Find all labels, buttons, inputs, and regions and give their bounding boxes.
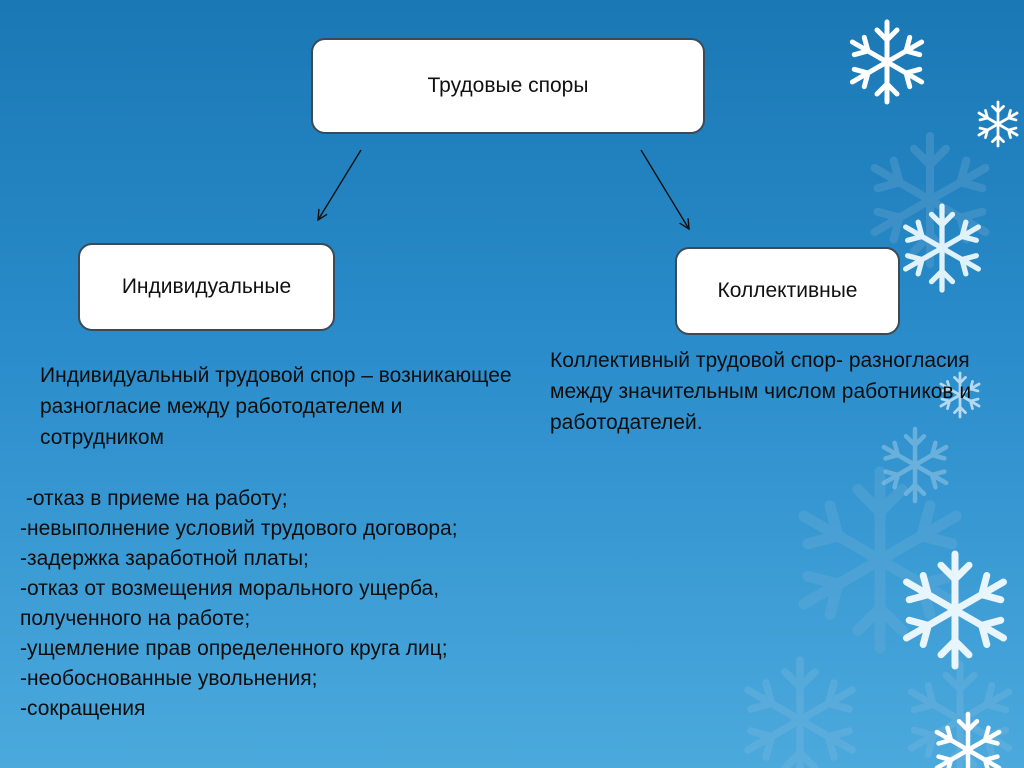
list-item: -сокращения	[20, 697, 146, 720]
root-node	[311, 38, 705, 134]
individual-definition: Индивидуальный трудовой спор – возникающее разногласие между работодателем и сотрудником	[40, 364, 512, 449]
list-item: -необоснованные увольнения;	[20, 667, 318, 690]
list-item: полученного на работе;	[20, 607, 251, 630]
examples-list	[20, 484, 660, 724]
individual-label: Индивидуальные	[121, 275, 292, 298]
collective-definition: Коллективный трудовой спор- разногласия между значительным числом работников и работодателей.	[550, 349, 972, 434]
list-item: -задержка заработной платы;	[20, 547, 309, 570]
individual-node	[78, 243, 335, 331]
arrow-to-individual	[318, 150, 361, 220]
collective-label: Коллективные	[717, 279, 858, 302]
root-title: Трудовые споры	[427, 74, 589, 97]
arrow-to-collective	[641, 150, 689, 229]
collective-node	[675, 247, 900, 335]
list-item: -отказ в приеме на работу;	[20, 487, 288, 510]
list-item: -отказ от возмещения морального ущерба,	[20, 577, 440, 600]
list-item: -невыполнение условий трудового договора;	[20, 517, 458, 540]
list-item: -ущемление прав определенного круга лиц;	[20, 637, 448, 660]
